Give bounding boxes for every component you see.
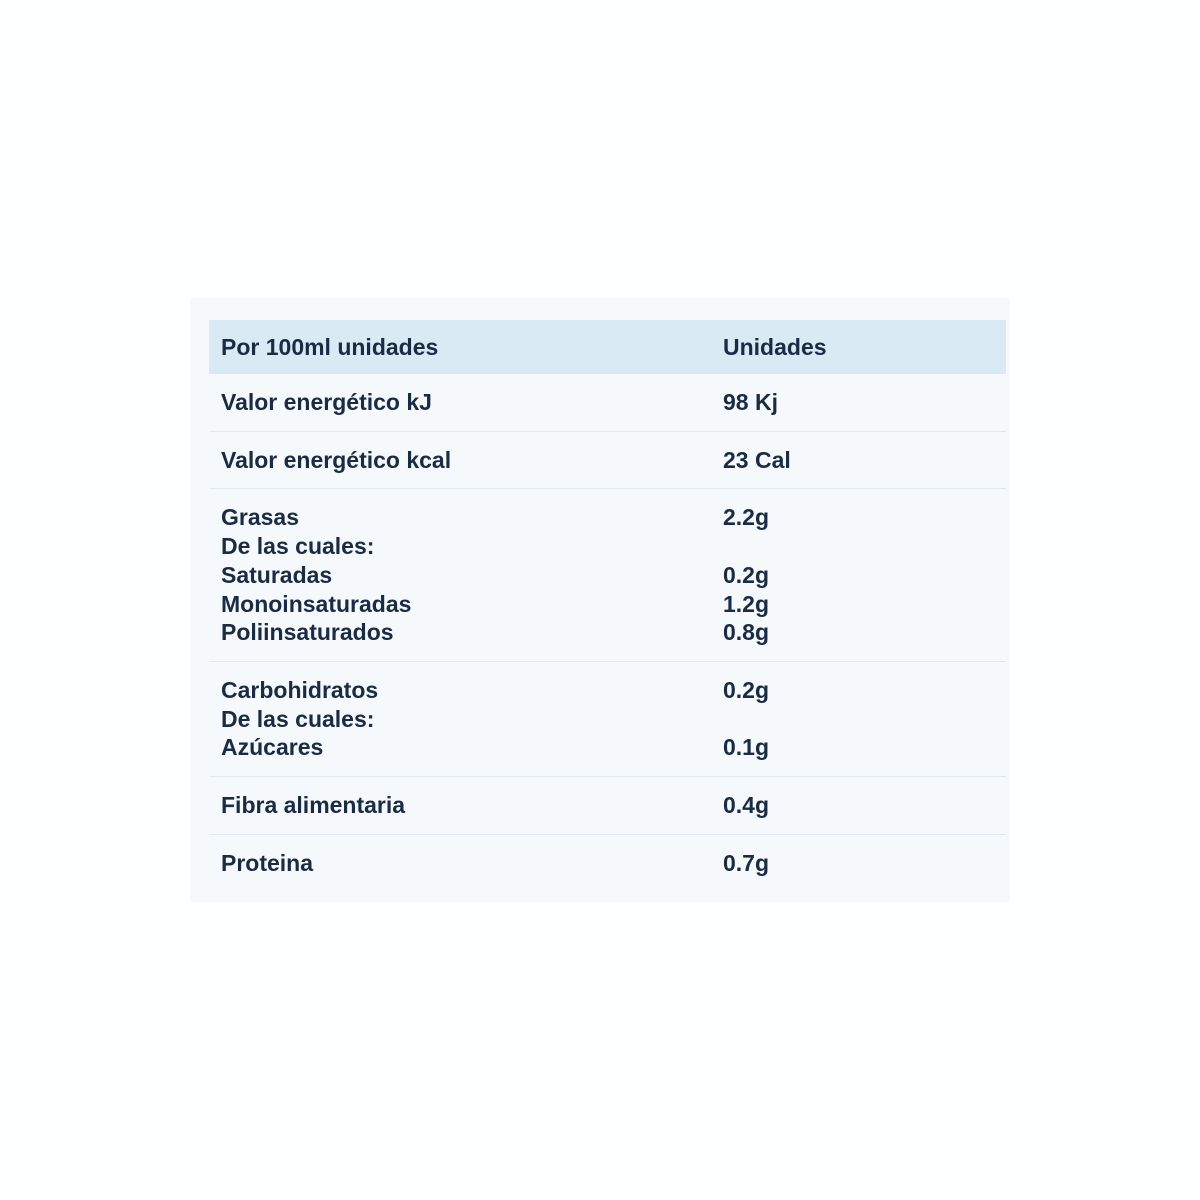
nutrient-value-cell xyxy=(723,374,1006,431)
table-row xyxy=(209,374,1006,431)
table-row xyxy=(209,431,1006,489)
nutrient-name-cell xyxy=(209,834,723,891)
nutrient-label: Valor energético kcal xyxy=(221,446,452,473)
table-row xyxy=(209,834,1006,891)
nutrient-value: 23 Cal xyxy=(723,446,791,473)
nutrient-value-cell xyxy=(723,431,1006,489)
nutrient-name-cell xyxy=(209,777,723,835)
nutrition-panel xyxy=(190,298,1010,902)
nutrient-value: 0.4g xyxy=(723,792,770,819)
nutrient-label: Proteina xyxy=(221,849,314,876)
nutrient-value: 1.2g xyxy=(723,590,770,617)
nutrient-value: 0.8g xyxy=(723,619,770,646)
nutrient-value-cell xyxy=(723,489,1006,662)
nutrient-value xyxy=(723,705,1006,734)
nutrient-value-cell xyxy=(723,834,1006,891)
header-nutrient: Por 100ml unidades xyxy=(221,334,439,360)
nutrient-name-cell xyxy=(209,489,723,662)
nutrient-name-cell xyxy=(209,661,723,776)
nutrient-label: Grasas xyxy=(221,504,300,531)
nutrient-name-cell xyxy=(209,374,723,431)
table-row xyxy=(209,489,1006,662)
nutrient-value-cell xyxy=(723,777,1006,835)
nutrient-value: 98 Kj xyxy=(723,389,778,415)
nutrient-label: Azúcares xyxy=(221,734,324,761)
nutrient-value: 0.7g xyxy=(723,849,770,876)
nutrient-label: De las cuales: xyxy=(221,533,375,560)
nutrient-label: Fibra alimentaria xyxy=(221,792,406,819)
nutrient-label: De las cuales: xyxy=(221,705,375,732)
header-units: Unidades xyxy=(723,334,827,360)
nutrient-value: 0.1g xyxy=(723,734,770,761)
nutrient-label: Monoinsaturadas xyxy=(221,590,412,617)
nutrient-value-cell xyxy=(723,661,1006,776)
nutrient-value: 0.2g xyxy=(723,676,770,703)
table-header-row xyxy=(209,320,1006,374)
nutrient-label: Carbohidratos xyxy=(221,676,379,703)
table-row xyxy=(209,661,1006,776)
nutrient-value xyxy=(723,532,1006,561)
nutrient-label: Saturadas xyxy=(221,561,333,588)
nutrient-value: 0.2g xyxy=(723,561,770,588)
nutrient-label: Valor energético kJ xyxy=(221,389,432,415)
nutrient-value: 2.2g xyxy=(723,504,770,531)
table-row xyxy=(209,777,1006,835)
nutrient-label: Poliinsaturados xyxy=(221,619,394,646)
nutrition-table xyxy=(209,320,1006,891)
nutrient-name-cell xyxy=(209,431,723,489)
